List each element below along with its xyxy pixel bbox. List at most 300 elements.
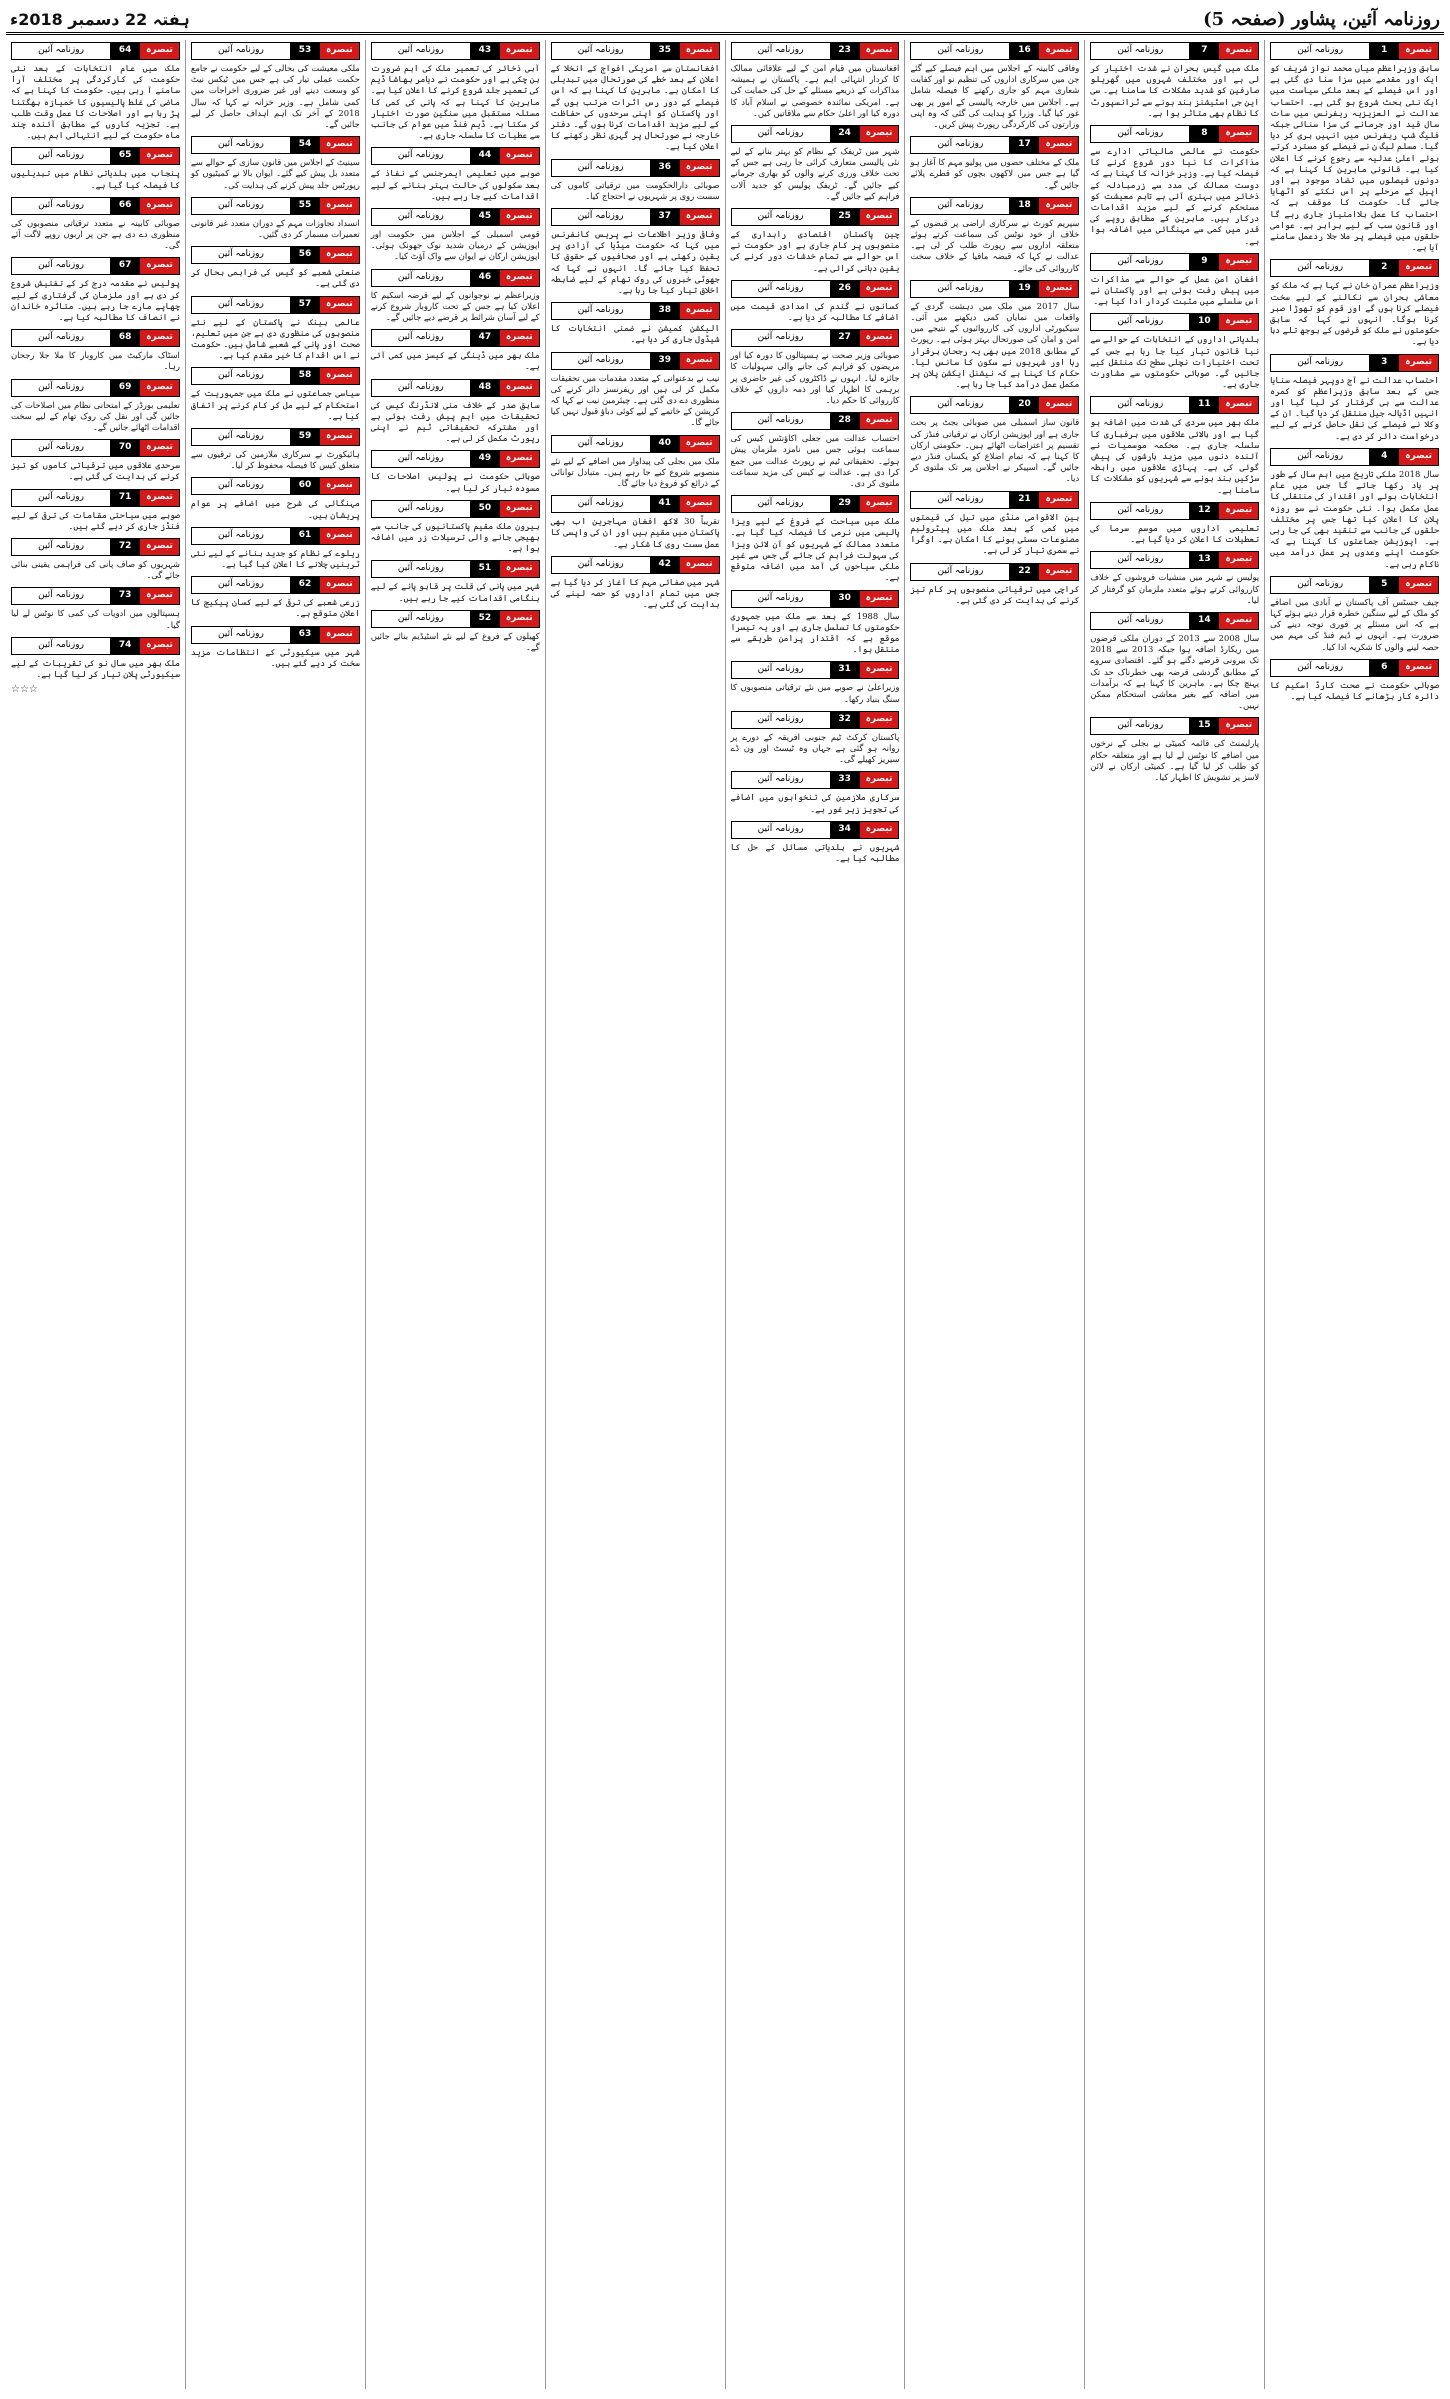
item-source-label: روزنامہ آئین [732,662,830,678]
opinion-item [371,40,540,141]
opinion-item [1270,446,1439,570]
item-category-label: تبصرہ [1219,552,1258,568]
opinion-item [11,255,180,323]
item-header-bar [551,208,720,226]
item-number: 42 [650,557,680,573]
opinion-item [191,426,360,471]
item-header-bar [551,495,720,513]
opinion-item [371,267,540,324]
item-header-bar [191,626,360,644]
item-source-label: روزنامہ آئین [372,611,470,627]
item-body-text: سرکاری ملازمین کی تنخواہوں میں اضافے کی تجویز زیر غور ہے۔ [730,792,900,814]
item-category-label: تبصرہ [320,297,359,313]
item-source-label: روزنامہ آئین [192,198,290,214]
item-body-text: پولیس نے شہر میں منشیات فروشوں کے خلاف کارروائی کرتے ہوئے متعدد ملزمان کو گرفتار کر لیا۔ [1090,572,1260,605]
item-category-label: تبصرہ [860,43,899,59]
item-header-bar [371,42,540,60]
opinion-item [11,585,180,630]
item-header-bar [11,637,180,655]
item-header-bar [731,208,900,226]
item-header-bar [11,379,180,397]
item-category-label: تبصرہ [140,440,179,456]
item-number: 67 [110,258,140,274]
opinion-item [731,709,900,766]
item-body-text: ملک بھر میں سردی کی شدت میں اضافہ ہو گیا ہے اور بالائی علاقوں میں برفباری کا سلسلہ جاری ہے۔ محکمہ موسمیات نے آئندہ دنوں میں مزید بارشوں کی پیش گوئی کی ہے۔ پہاڑی علاقوں میں رابطہ سڑکیں بند ہونے سے شہریوں کو مشکلات کا سامنا ہے۔ [1090,417,1260,495]
item-source-label: روزنامہ آئین [911,281,1009,297]
item-body-text: شہر میں ٹریفک کے نظام کو بہتر بنانے کے لیے نئی پالیسی متعارف کرائی جا رہی ہے جس کے تحت خلاف ورزی کرنے والوں کو بھاری جرمانے کیے جائیں گے۔ ٹریفک پولیس کو جدید آلات فراہم کیے جائیں گے۔ [730,146,900,201]
item-body-text: قانون ساز اسمبلی میں صوبائی بجٹ پر بحث جاری ہے اور اپوزیشن ارکان نے ترقیاتی فنڈز کی تقسیم پر اعتراضات اٹھائے ہیں۔ حکومتی ارکان کا کہنا ہے کہ تمام اضلاع کو یکساں فنڈز دیے جائیں گے۔ اسپیکر نے اجلاس پیر تک ملتوی کر دیا۔ [910,417,1080,484]
item-category-label: تبصرہ [680,43,719,59]
item-source-label: روزنامہ آئین [372,270,470,286]
opinion-item [551,300,720,345]
item-source-label: روزنامہ آئین [12,198,110,214]
item-source-label: روزنامہ آئین [552,436,650,452]
item-number: 40 [650,436,680,452]
item-number: 54 [290,137,320,153]
item-source-label: روزنامہ آئین [1091,552,1189,568]
item-body-text: ملک میں گیس بحران نے شدت اختیار کر لی ہے اور مختلف شہروں میں گھریلو صارفین کو شدید مشکلات کا سامنا ہے۔ سی این جی اسٹیشنز بند ہونے سے ٹرانسپورٹ کا نظام بھی متاثر ہوا ہے۔ [1090,63,1260,118]
item-body-text: ریلوے کے نظام کو جدید بنانے کے لیے نئی ٹرینیں چلانے کا اعلان کیا گیا ہے۔ [190,547,360,570]
item-header-bar [551,352,720,370]
item-body-text: ہائیکورٹ نے سرکاری ملازمین کی ترقیوں سے متعلق کیس کا فیصلہ محفوظ کر لیا۔ [190,449,360,471]
item-body-text: اسٹاک مارکیٹ میں کاروبار کا ملا جلا رجحان رہا۔ [11,350,180,372]
item-body-text: شہر میں پانی کی قلت پر قابو پانے کے لیے ہنگامی اقدامات کیے جا رہے ہیں۔ [370,581,540,603]
opinion-item [11,437,180,482]
item-source-label: روزنامہ آئین [12,490,110,506]
item-number: 62 [290,577,320,593]
item-category-label: تبصرہ [320,368,359,384]
opinion-item [1270,574,1439,653]
opinion-item [910,489,1079,557]
item-category-label: تبصرہ [860,413,899,429]
item-header-bar [731,711,900,729]
masthead [6,6,1444,35]
opinion-item [11,536,180,581]
item-source-label: روزنامہ آئین [12,638,110,654]
item-number: 41 [650,496,680,512]
item-source-label: روزنامہ آئین [372,330,470,346]
item-category-label: تبصرہ [500,148,539,164]
item-source-label: روزنامہ آئین [732,591,830,607]
item-category-label: تبصرہ [860,330,899,346]
opinion-item [1090,40,1259,119]
item-body-text: صنعتی شعبے کو گیس کی فراہمی بحال کر دی گئی ہے۔ [190,267,360,289]
opinion-item [731,819,900,864]
item-source-label: روزنامہ آئین [192,429,290,445]
item-number: 13 [1189,552,1219,568]
item-header-bar [371,329,540,347]
item-category-label: تبصرہ [140,330,179,346]
item-number: 24 [830,126,860,142]
item-source-label: روزنامہ آئین [552,303,650,319]
item-number: 33 [830,772,860,788]
item-body-text: شہر میں سیکیورٹی کے انتظامات مزید سخت کر دیے گئے ہیں۔ [190,646,360,668]
item-source-label: روزنامہ آئین [1091,718,1189,734]
item-body-text: صوبے میں سیاحتی مقامات کی ترقی کے لیے فنڈز جاری کر دیے گئے ہیں۔ [11,509,180,531]
opinion-item [1270,352,1439,442]
item-header-bar [11,42,180,60]
item-body-text: صوبائی حکومت نے صحت کارڈ اسکیم کا دائرہ کار بڑھانے کا فیصلہ کیا ہے۔ [1270,679,1439,701]
item-category-label: تبصرہ [1219,254,1258,270]
item-category-label: تبصرہ [1399,449,1438,465]
item-number: 46 [470,270,500,286]
column [545,40,725,2389]
column [6,40,185,2389]
item-header-bar [1270,354,1439,372]
item-body-text: زرعی شعبے کی ترقی کے لیے کسان پیکیج کا اعلان متوقع ہے۔ [190,597,360,619]
item-source-label: روزنامہ آئین [12,330,110,346]
item-source-label: روزنامہ آئین [911,397,1009,413]
item-number: 35 [650,43,680,59]
item-source-label: روزنامہ آئین [732,126,830,142]
item-header-bar [731,821,900,839]
item-source-label: روزنامہ آئین [192,247,290,263]
item-body-text: ہسپتالوں میں ادویات کی کمی کا نوٹس لے لیا گیا۔ [11,608,180,630]
item-category-label: تبصرہ [500,501,539,517]
item-number: 16 [1009,43,1039,59]
item-body-text: انسداد تجاوزات مہم کے دوران متعدد غیر قانونی تعمیرات مسمار کر دی گئیں۔ [190,217,360,240]
opinion-item [371,608,540,653]
item-body-text: الیکشن کمیشن نے ضمنی انتخابات کا شیڈول جاری کر دیا ہے۔ [550,323,720,345]
item-body-text: پاکستان کرکٹ ٹیم جنوبی افریقہ کے دورے پر روانہ ہو گئی ہے جہاں وہ ٹیسٹ اور ون ڈے سیریز کھیلے گی۔ [730,731,900,765]
item-number: 37 [650,209,680,225]
item-category-label: تبصرہ [1399,660,1438,676]
item-body-text: افغان امن عمل کے حوالے سے مذاکرات میں پیش رفت ہوئی ہے اور پاکستان نے اس سلسلے میں مثبت کردار ادا کیا ہے۔ [1090,273,1260,307]
item-source-label: روزنامہ آئین [372,43,470,59]
item-source-label: روزنامہ آئین [911,564,1009,580]
item-source-label: روزنامہ آئین [12,43,110,59]
opinion-item [11,635,180,680]
opinion-item [731,206,900,274]
item-number: 65 [110,148,140,164]
item-number: 30 [830,591,860,607]
opinion-item [551,157,720,202]
item-header-bar [11,257,180,275]
item-category-label: تبصرہ [140,198,179,214]
item-category-label: تبصرہ [1219,718,1258,734]
item-body-text: سال 2017 میں ملک میں دہشت گردی کے واقعات میں نمایاں کمی دیکھنے میں آئی۔ سیکیورٹی اداروں کی کارروائیوں کے نتیجے میں امن و امان کی صورتحال بہتر ہوئی ہے۔ رپورٹ کے مطابق 2018 میں بھی یہ رجحان برقرار رہا اور شہریوں نے سکون کا سانس لیا۔ حکام کا کہنا ہے کہ نیشنل ایکشن پلان پر مکمل عمل درآمد کیا جا رہا ہے۔ [910,300,1080,390]
opinion-item [11,195,180,252]
item-number: 9 [1189,254,1219,270]
item-category-label: تبصرہ [680,353,719,369]
opinion-item [11,40,180,141]
item-number: 22 [1009,564,1039,580]
item-source-label: روزنامہ آئین [732,772,830,788]
item-category-label: تبصرہ [500,561,539,577]
item-category-label: تبصرہ [860,822,899,838]
item-category-label: تبصرہ [320,247,359,263]
item-body-text: سرحدی علاقوں میں ترقیاتی کاموں کو تیز کرنے کی ہدایت کی گئی ہے۔ [11,460,180,482]
opinion-item [1270,257,1439,347]
item-source-label: روزنامہ آئین [1091,613,1189,629]
item-header-bar [1090,612,1259,630]
opinion-item [1090,251,1259,308]
opinion-item [551,554,720,611]
item-source-label: روزنامہ آئین [192,478,290,494]
item-header-bar [731,280,900,298]
item-number: 59 [290,429,320,445]
item-category-label: تبصرہ [860,772,899,788]
item-header-bar [551,159,720,177]
opinion-item [1090,123,1259,247]
item-body-text: آبی ذخائر کی تعمیر ملک کی اہم ضرورت بن چکی ہے اور حکومت نے دیامر بھاشا ڈیم کی تعمیر جلد شروع کرنے کا اعلان کیا ہے۔ ماہرین کا کہنا ہے کہ پانی کی کمی کا مسئلہ مستقبل میں سنگین صورت اختیار کر سکتا ہے۔ ڈیم فنڈ میں عوام کی جانب سے عطیات کا سلسلہ جاری ہے۔ [370,63,540,141]
item-body-text: سال 1988 کے بعد سے ملک میں جمہوری حکومتوں کا تسلسل جاری ہے اور یہ تیسرا موقع ہے کہ اقتدار پرامن طریقے سے منتقل ہوا۔ [730,610,900,655]
opinion-item [191,525,360,570]
item-body-text: ملک بھر میں سال نو کی تقریبات کے لیے سیکیورٹی پلان تیار کر لیا گیا ہے۔ [11,657,180,680]
item-source-label: روزنامہ آئین [732,496,830,512]
item-source-label: روزنامہ آئین [372,561,470,577]
item-category-label: تبصرہ [1219,503,1258,519]
item-category-label: تبصرہ [1399,577,1438,593]
column [904,40,1084,2389]
item-source-label: روزنامہ آئین [911,198,1009,214]
item-category-label: تبصرہ [1039,492,1078,508]
item-source-label: روزنامہ آئین [552,353,650,369]
item-source-label: روزنامہ آئین [1271,355,1369,371]
item-category-label: تبصرہ [680,209,719,225]
item-source-label: روزنامہ آئین [372,209,470,225]
item-category-label: تبصرہ [1039,564,1078,580]
item-body-text: کراچی میں ترقیاتی منصوبوں پر کام تیز کرنے کی ہدایت کر دی گئی ہے۔ [910,583,1080,605]
item-number: 55 [290,198,320,214]
item-header-bar [731,590,900,608]
item-body-text: شہریوں کو صاف پانی کی فراہمی یقینی بنائی جائے گی۔ [11,559,180,581]
item-source-label: روزنامہ آئین [552,160,650,176]
item-category-label: تبصرہ [1039,397,1078,413]
item-header-bar [191,527,360,545]
item-source-label: روزنامہ آئین [911,137,1009,153]
item-body-text: پولیس نے مقدمہ درج کر کے تفتیش شروع کر دی ہے اور ملزمان کی گرفتاری کے لیے چھاپے مارے جا رہے ہیں۔ متاثرہ خاندان نے انصاف کا مطالبہ کیا ہے۔ [11,278,180,323]
item-body-text: شہریوں نے بلدیاتی مسائل کے حل کا مطالبہ کیا ہے۔ [730,841,900,863]
item-category-label: تبصرہ [1399,260,1438,276]
item-body-text: احتساب عدالت میں جعلی اکاؤنٹس کیس کی سماعت ہوئی جس میں نامزد ملزمان پیش ہوئے۔ تحقیقاتی ٹیم نے رپورٹ عدالت میں جمع کرا دی ہے۔ عدالت نے کیس کی مزید سماعت ملتوی کر دی۔ [730,433,900,489]
item-header-bar [731,329,900,347]
item-source-label: روزنامہ آئین [1271,449,1369,465]
item-category-label: تبصرہ [140,380,179,396]
opinion-item [1090,610,1259,711]
opinion-item [551,433,720,490]
item-source-label: روزنامہ آئین [911,43,1009,59]
item-body-text: وفاقی وزیر اطلاعات نے پریس کانفرنس میں کہا کہ حکومت میڈیا کی آزادی پر یقین رکھتی ہے اور صحافیوں کے حقوق کا تحفظ کیا جائے گا۔ انہوں نے کہا کہ جھوٹی خبروں کی روک تھام کے لیے ضابطہ اخلاق تیار کیا جا رہا ہے۔ [550,229,720,296]
item-source-label: روزنامہ آئین [12,440,110,456]
item-header-bar [910,197,1079,215]
item-body-text: سابق صدر کے خلاف منی لانڈرنگ کیس کی تحقیقات میں اہم پیش رفت ہوئی ہے اور مشترکہ تحقیقاتی ٹیم نے اپنی رپورٹ مکمل کر لی ہے۔ [370,399,540,444]
item-category-label: تبصرہ [500,209,539,225]
item-number: 73 [110,588,140,604]
item-category-label: تبصرہ [680,557,719,573]
item-category-label: تبصرہ [140,539,179,555]
item-header-bar [371,147,540,165]
item-number: 52 [470,611,500,627]
opinion-item [910,561,1079,606]
opinion-item [731,769,900,814]
item-number: 11 [1189,397,1219,413]
item-body-text: سال 2008 سے 2013 کے دوران ملکی قرضوں میں ریکارڈ اضافہ ہوا جبکہ 2013 سے 2018 تک بیرونی قرضے دگنے ہو گئے۔ اقتصادی سروے کے مطابق گردشی قرضہ بھی خطرناک حد تک پہنچ چکا ہے۔ ماہرین کا کہنا ہے کہ برآمدات میں اضافہ کیے بغیر معاشی استحکام ممکن نہیں۔ [1090,632,1260,711]
item-body-text: بین الاقوامی منڈی میں تیل کی قیمتوں میں کمی کے بعد ملک میں پیٹرولیم مصنوعات سستی ہونے کا امکان ہے۔ اوگرا نے سمری تیار کر لی ہے۔ [910,511,1080,556]
item-source-label: روزنامہ آئین [372,380,470,396]
opinion-item [371,206,540,263]
item-header-bar [910,396,1079,414]
item-header-bar [11,147,180,165]
opinion-item [371,377,540,445]
item-number: 5 [1369,577,1399,593]
item-body-text: افغانستان سے امریکی افواج کے انخلا کے اعلان کے بعد خطے کی صورتحال میں تبدیلی کا امکان ہے۔ ماہرین کا کہنا ہے کہ اس فیصلے کے دور رس اثرات مرتب ہوں گے اور پاکستان کو اپنی سرحدوں کی حفاظت کے لیے مزید اقدامات کرنا ہوں گے۔ دفتر خارجہ نے صورتحال پر گہری نظر رکھنے کا اعلان کیا ہے۔ [550,63,720,152]
item-body-text: بیرون ملک مقیم پاکستانیوں کی جانب سے بھیجی جانے والی ترسیلات زر میں اضافہ ہوا ہے۔ [370,520,540,554]
item-category-label: تبصرہ [500,330,539,346]
item-number: 38 [650,303,680,319]
item-body-text: عالمی بینک نے پاکستان کے لیے نئے منصوبوں کی منظوری دی ہے جن میں تعلیم، صحت اور پانی کے شعبے شامل ہیں۔ حکومت نے اس اقدام کا خیر مقدم کیا ہے۔ [190,316,360,361]
item-source-label: روزنامہ آئین [372,501,470,517]
item-header-bar [371,500,540,518]
item-source-label: روزنامہ آئین [12,258,110,274]
item-number: 60 [290,478,320,494]
item-body-text: تقریباً 30 لاکھ افغان مہاجرین اب بھی پاکستان میں مقیم ہیں اور ان کی واپسی کا عمل سست روی کا شکار ہے۔ [550,516,720,549]
item-number: 34 [830,822,860,838]
item-header-bar [910,42,1079,60]
opinion-item [1270,657,1439,702]
item-body-text: سال 2018 ملکی تاریخ میں اہم سال کے طور پر یاد رکھا جائے گا جس میں عام انتخابات ہوئے اور اقتدار کی منتقلی کا عمل مکمل ہوا۔ نئی حکومت نے سو روزہ پلان کا اعلان کیا تھا جس پر مختلف حلقوں کی جانب سے تنقید بھی کی جا رہی ہے۔ اپوزیشن جماعتوں کا کہنا ہے کہ حکومت اپنے وعدوں پر عمل درآمد میں ناکام رہی ہے۔ [1270,468,1439,569]
item-header-bar [11,197,180,215]
item-body-text: ملکی معیشت کی بحالی کے لیے حکومت نے جامع حکمت عملی تیار کی ہے جس میں ٹیکس نیٹ کو وسعت دینے اور غیر ضروری اخراجات میں کمی شامل ہے۔ وزیر خزانہ نے کہا کہ سال 2018 کے آخر تک اہم اہداف حاصل کر لیے جائیں گے۔ [190,63,360,130]
opinion-item [551,350,720,429]
item-source-label: روزنامہ آئین [192,368,290,384]
item-source-label: روزنامہ آئین [552,496,650,512]
item-category-label: تبصرہ [860,126,899,142]
item-header-bar [1090,253,1259,271]
item-source-label: روزنامہ آئین [1091,503,1189,519]
item-number: 25 [830,209,860,225]
newspaper-title: روزنامہ آئین، پشاور (صفحہ 5) [1203,8,1440,30]
item-header-bar [191,197,360,215]
item-source-label: روزنامہ آئین [372,451,470,467]
item-category-label: تبصرہ [500,43,539,59]
opinion-item [551,493,720,550]
item-header-bar [11,439,180,457]
item-category-label: تبصرہ [1399,43,1438,59]
item-header-bar [1270,576,1439,594]
item-header-bar [191,367,360,385]
item-body-text: صوبائی دارالحکومت میں ترقیاتی کاموں کی سست روی پر شہریوں نے احتجاج کیا۔ [550,179,720,201]
item-header-bar [731,412,900,430]
item-category-label: تبصرہ [500,270,539,286]
opinion-item [371,558,540,603]
opinion-item [191,134,360,191]
item-header-bar [371,450,540,468]
opinion-item [371,498,540,555]
item-source-label: روزنامہ آئین [12,380,110,396]
item-source-label: روزنامہ آئین [552,209,650,225]
item-body-text: سابق وزیراعظم میاں محمد نواز شریف کو ایک اور مقدمے میں سزا سنا دی گئی ہے اور اس فیصلے کے بعد ملکی سیاست میں ایک نئی بحث شروع ہو گئی ہے۔ احتساب عدالت نے العزیزیہ ریفرنس میں سات سال قید اور جرمانے کی سزا سنائی جبکہ فلیگ شپ ریفرنس میں انہیں بری کر دیا گیا۔ مسلم لیگ ن نے فیصلے کو مسترد کرتے ہوئے اعلیٰ عدلیہ سے رجوع کرنے کا اعلان کیا ہے۔ قانونی ماہرین کا کہنا ہے کہ دونوں فیصلوں میں تضاد موجود ہے اور اپیل کے مرحلے پر اس نکتے کو اٹھایا جائے گا۔ حکومت کا موقف ہے کہ احتساب کا عمل بلاامتیاز جاری رہے گا اور قانون سب کے لیے برابر ہے۔ عوامی حلقوں میں فیصلے پر ملا جلا ردعمل سامنے آیا ہے۔ [1270,63,1439,253]
item-body-text: وفاقی کابینہ کے اجلاس میں اہم فیصلے کیے گئے جن میں سرکاری اداروں کی تنظیم نو اور کفایت شعاری مہم کو جاری رکھنے کا فیصلہ شامل ہے۔ اجلاس میں خارجہ پالیسی کے امور پر بھی غور کیا گیا۔ وزرا کو ہدایت کی گئی کہ وہ اپنی وزارتوں کی کارکردگی رپورٹ پیش کریں۔ [910,63,1080,130]
opinion-item [1090,500,1259,545]
item-body-text: کھیلوں کے فروغ کے لیے نئے اسٹیڈیم بنائے جائیں گے۔ [370,630,540,653]
opinion-item [191,195,360,240]
item-header-bar [1090,396,1259,414]
issue-date: ہفتہ 22 دسمبر 2018ء [10,9,190,29]
item-header-bar [551,302,720,320]
item-number: 1 [1369,43,1399,59]
item-category-label: تبصرہ [320,198,359,214]
item-category-label: تبصرہ [140,258,179,274]
item-source-label: روزنامہ آئین [192,297,290,313]
item-body-text: صوبائی حکومت نے پولیس اصلاحات کا مسودہ تیار کر لیا ہے۔ [370,471,540,493]
end-marker: ☆☆☆ [11,684,38,696]
item-category-label: تبصرہ [860,281,899,297]
item-header-bar [191,428,360,446]
opinion-item [910,134,1079,191]
column [185,40,365,2389]
item-source-label: روزنامہ آئین [372,148,470,164]
item-category-label: تبصرہ [1219,397,1258,413]
item-body-text: وزیراعظم نے نوجوانوں کے لیے قرضہ اسکیم کا اعلان کیا ہے جس کے تحت کاروبار شروع کرنے کے لیے آسان شرائط پر قرضے دیے جائیں گے۔ [370,289,540,323]
item-header-bar [1270,42,1439,60]
item-body-text: تعلیمی بورڈز کے امتحانی نظام میں اصلاحات کی جائیں گی اور نقل کی روک تھام کے لیے سخت اقدامات اٹھائے جائیں گے۔ [11,399,180,433]
opinion-item [1090,311,1259,390]
item-header-bar [11,329,180,347]
item-number: 49 [470,451,500,467]
item-category-label: تبصرہ [860,662,899,678]
item-body-text: تعلیمی اداروں میں موسم سرما کی تعطیلات کا اعلان کر دیا گیا ہے۔ [1090,522,1260,545]
item-source-label: روزنامہ آئین [732,712,830,728]
item-source-label: روزنامہ آئین [12,588,110,604]
item-header-bar [11,538,180,556]
opinion-item [910,40,1079,130]
opinion-item [1090,715,1259,783]
item-category-label: تبصرہ [140,638,179,654]
opinion-item [191,624,360,669]
item-header-bar [1270,259,1439,277]
item-source-label: روزنامہ آئین [1271,660,1369,676]
item-header-bar [910,563,1079,581]
item-category-label: تبصرہ [320,43,359,59]
item-category-label: تبصرہ [1039,137,1078,153]
item-category-label: تبصرہ [860,712,899,728]
item-header-bar [1270,448,1439,466]
item-body-text: ملک کے مختلف حصوں میں پولیو مہم کا آغاز ہو گیا ہے جس میں لاکھوں بچوں کو قطرے پلائے جائیں گے۔ [910,157,1080,190]
item-header-bar [731,495,900,513]
item-source-label: روزنامہ آئین [1091,126,1189,142]
item-category-label: تبصرہ [1039,43,1078,59]
item-number: 23 [830,43,860,59]
item-body-text: قومی اسمبلی کے اجلاس میں حکومت اور اپوزیشن کے درمیان شدید نوک جھونک ہوئی۔ اپوزیشن ارکان نے ایوان سے واک آؤٹ کیا۔ [370,229,540,262]
item-category-label: تبصرہ [320,627,359,643]
item-number: 2 [1369,260,1399,276]
item-category-label: تبصرہ [1399,355,1438,371]
opinion-item [191,574,360,619]
item-header-bar [371,610,540,628]
item-body-text: کسانوں نے گندم کی امدادی قیمت میں اضافے کا مطالبہ کر دیا ہے۔ [730,300,900,323]
item-number: 63 [290,627,320,643]
item-number: 71 [110,490,140,506]
item-body-text: نیب نے بدعنوانی کے متعدد مقدمات میں تحقیقات مکمل کر لی ہیں اور ریفرنسز دائر کرنے کی منظوری دے دی گئی ہے۔ چیئرمین نیب نے کہا کہ کرپشن کے خاتمے کے لیے کوئی دباؤ قبول نہیں کیا جائے گا۔ [550,372,720,428]
opinion-item [731,410,900,489]
item-source-label: روزنامہ آئین [1271,43,1369,59]
item-category-label: تبصرہ [860,496,899,512]
item-header-bar [1090,125,1259,143]
item-body-text: ملک میں سیاحت کے فروغ کے لیے ویزا پالیسی میں نرمی کا فیصلہ کیا گیا ہے۔ متعدد ممالک کے شہریوں کو آن لائن ویزا کی سہولت فراہم کی جائے گی جس سے غیر ملکی سیاحوں کی آمد میں اضافہ متوقع ہے۔ [730,516,900,583]
column [1264,40,1444,2389]
opinion-item [551,40,720,153]
column [725,40,905,2389]
item-body-text: پارلیمنٹ کی قائمہ کمیٹی نے بجلی کے نرخوں میں اضافے کا نوٹس لے لیا ہے اور متعلقہ حکام کو طلب کر لیا گیا ہے۔ کمیٹی ارکان نے لائن لاسز پر تشویش کا اظہار کیا۔ [1090,738,1260,782]
item-source-label: روزنامہ آئین [12,539,110,555]
item-header-bar [1090,551,1259,569]
item-body-text: ملک بھر میں ڈینگی کے کیسز میں کمی آئی ہے۔ [370,350,540,372]
item-source-label: روزنامہ آئین [732,209,830,225]
item-source-label: روزنامہ آئین [552,557,650,573]
item-number: 31 [830,662,860,678]
item-body-text: وزیراعلیٰ نے صوبے میں نئے ترقیاتی منصوبوں کا سنگ بنیاد رکھا۔ [730,682,900,704]
